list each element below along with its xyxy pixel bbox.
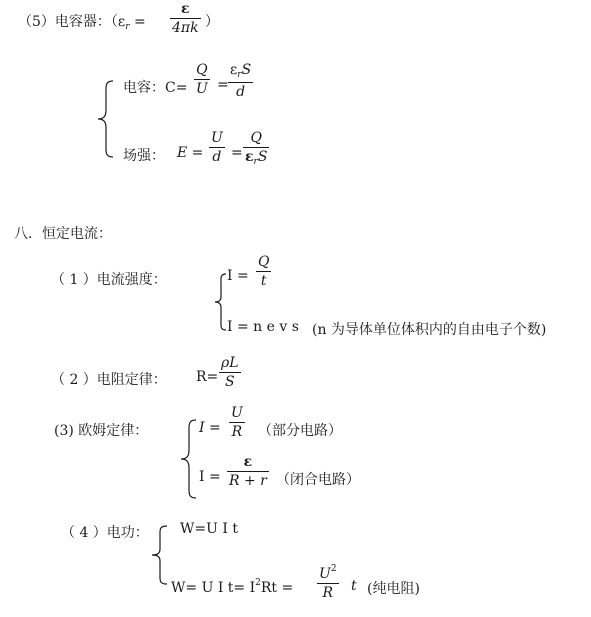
work-formula-pure-resistance: W= U I $t= I^2Rt$ =	[171, 578, 294, 596]
closing-paren: ）	[205, 14, 219, 30]
electric-work-brace	[151, 525, 169, 585]
closed-circuit-note: （闭合电路）	[276, 472, 360, 488]
partial-circuit-note: （部分电路）	[258, 423, 342, 439]
epsilon-r-fraction: ε 4πk	[172, 1, 199, 36]
work-fraction-u2-r: $U^2$ R	[319, 564, 337, 601]
capacitor-heading: （5）电容器：（$\varepsilon_r$ =	[18, 14, 146, 32]
epsilon-r-symbol: $\varepsilon_r$	[117, 14, 130, 32]
capacitor-brace	[97, 80, 115, 158]
capacitance-fraction-eps-s-d: $\varepsilon_rS$ d	[230, 62, 252, 100]
current-microscopic-note: (n 为导体单位体积内的自由电子个数)	[312, 322, 547, 338]
work-formula: W=U I t	[180, 521, 238, 537]
ohms-fraction-eps-rr: ε R + r	[229, 454, 267, 489]
section-heading-constant-current: 八．恒定电流：	[14, 226, 112, 242]
ohms-law-brace	[180, 419, 198, 499]
electric-work-label: （ 4 ）电功：	[61, 525, 149, 541]
field-strength-label: 场强：	[123, 148, 165, 164]
capacitance-fraction-q-u: Q U	[196, 62, 208, 97]
current-microscopic-formula: I = n e v s	[227, 319, 299, 335]
capacitance-label: 电容：C=	[123, 80, 188, 96]
current-fraction-q-t: Q t	[258, 254, 270, 289]
field-fraction-q-eps-s: Q $\varepsilon_rS$	[245, 130, 268, 167]
ohms-law-label: (3) 欧姆定律：	[54, 423, 149, 439]
pure-resistance-note: (纯电阻)	[367, 581, 420, 597]
resistance-law-label: （ 2 ）电阻定律：	[51, 372, 167, 388]
ohms-fraction-u-r: U R	[231, 405, 243, 440]
current-brace	[214, 273, 228, 331]
resistance-fraction: ρL S	[221, 355, 239, 390]
field-fraction-u-d: U d	[211, 130, 223, 165]
current-intensity-label: （ 1 ）电流强度：	[51, 272, 167, 288]
